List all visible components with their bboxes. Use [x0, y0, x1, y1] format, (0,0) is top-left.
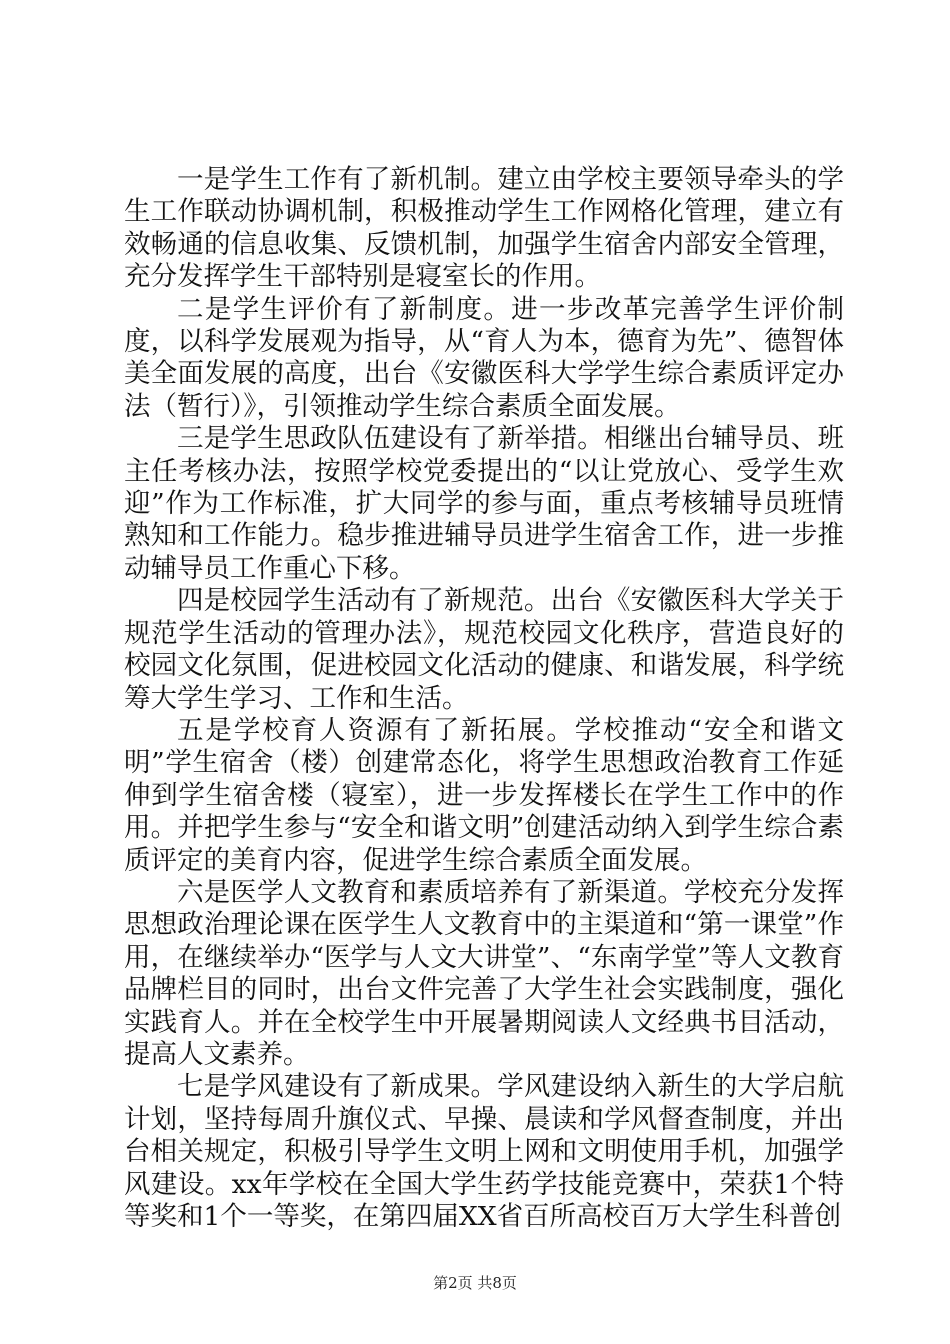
- paragraph-2: 二是学生评价有了新制度。进一步改革完善学生评价制度，以科学发展观为指导，从“育人为本，德育为先”、德智体美全面发展的高度，出台《安徽医科大学学生综合素质评定办法（暂行）》，引领推动学生综合素质全面发展。: [124, 293, 844, 422]
- page-footer: 第2页 共8页: [433, 1274, 517, 1292]
- document-body: [124, 164, 844, 1233]
- paragraph-5: 五是学校育人资源有了新拓展。学校推动“安全和谐文明”学生宿舍（楼）创建常态化，将学生思想政治教育工作延伸到学生宿舍楼（寝室），进一步发挥楼长在学生工作中的作用。并把学生参与“安全和谐文明”创建活动纳入到学生综合素质评定的美育内容，促进学生综合素质全面发展。: [124, 714, 844, 876]
- paragraph-4: 四是校园学生活动有了新规范。出台《安徽医科大学关于规范学生活动的管理办法》，规范校园文化秩序，营造良好的校园文化氛围，促进校园文化活动的健康、和谐发展，科学统筹大学生学习、工作和生活。: [124, 585, 844, 714]
- paragraph-7: 七是学风建设有了新成果。学风建设纳入新生的大学启航计划，坚持每周升旗仪式、早操、晨读和学风督查制度，并出台相关规定，积极引导学生文明上网和文明使用手机，加强学风建设。xx年学校在全国大学生药学技能竞赛中，荣获1个特等奖和1个一等奖，在第四届XX省百所高校百万大学生科普创: [124, 1071, 844, 1232]
- paragraph-3: 三是学生思政队伍建设有了新举措。相继出台辅导员、班主任考核办法，按照学校党委提出的“以让党放心、受学生欢迎”作为工作标准，扩大同学的参与面，重点考核辅导员班情熟知和工作能力。稳步推进辅导员进学生宿舍工作，进一步推动辅导员工作重心下移。: [124, 423, 844, 584]
- paragraph-6: 六是医学人文教育和素质培养有了新渠道。学校充分发挥思想政治理论课在医学生人文教育中的主渠道和“第一课堂”作用，在继续举办“医学与人文大讲堂”、“东南学堂”等人文教育品牌栏目的同时，出台文件完善了大学生社会实践制度，强化实践育人。并在全校学生中开展暑期阅读人文经典书目活动，提高人文素养。: [124, 876, 844, 1070]
- paragraph-1: 一是学生工作有了新机制。建立由学校主要领导牵头的学生工作联动协调机制，积极推动学生工作网格化管理，建立有效畅通的信息收集、反馈机制，加强学生宿舍内部安全管理，充分发挥学生干部特别是寝室长的作用。: [124, 164, 844, 293]
